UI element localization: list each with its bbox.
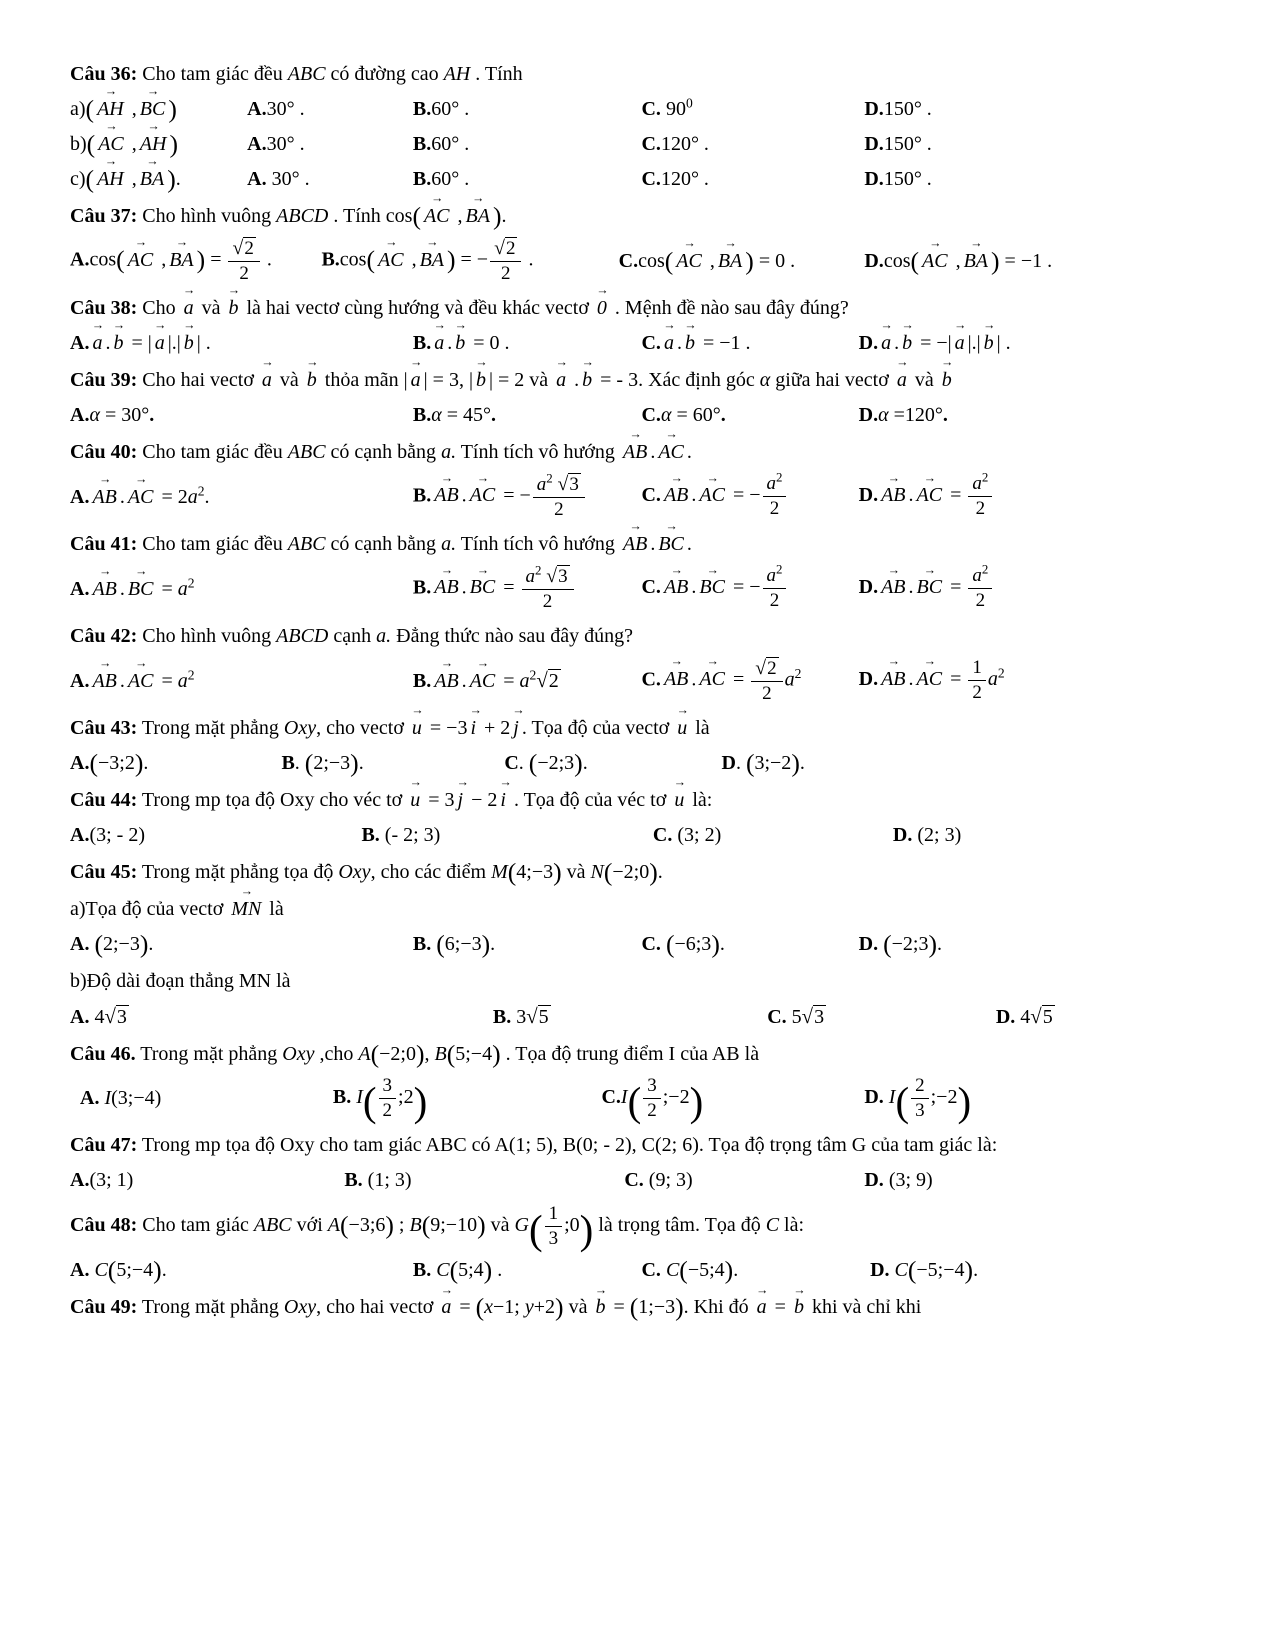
vector-symbol: BC → [916,572,944,602]
vector-symbol: b → [594,1292,606,1322]
answer-option: B. AB → . BC → = $\frac{a^2 √3}{2}$ [413,564,642,614]
answer-option: D. 4√5 [995,1004,1053,1028]
sqrt-radical: √5 [1030,1004,1053,1028]
left-paren: ( [86,129,96,159]
answer-option: C. AB → . AC → = $\frac{√2}{2}$ $a^2$ [641,656,858,706]
answer-option: A. AB → . AC → = $2a^2$. [70,482,413,512]
right-paren: ) [447,244,456,274]
answer-option: B. C(5;4) . [412,1255,503,1285]
vector-symbol: a → [154,328,166,358]
left-paren: ( [94,928,103,958]
vector-symbol: a → [756,1292,768,1322]
answer-option: A. AB → . BC → = $a^2$ [70,574,413,604]
answer-option: A. C(5;−4). [70,1255,167,1285]
answer-option: C. $90^0$ [641,95,693,120]
vector-symbol: AC → [921,246,949,276]
vector-symbol: u → [676,713,688,743]
vector-symbol: a → [183,293,195,323]
answer-option: C.120° . [641,133,709,155]
vector-symbol: AC → [469,480,497,510]
answer-option: C.I( $\frac{3}{2}$ ;−2) [601,1074,704,1125]
vector-symbol: AC → [916,480,944,510]
vector-symbol: AC → [127,666,155,696]
vector-symbol: AB → [91,574,117,604]
vector-symbol: AC → [97,129,125,159]
sqrt-radical: √5 [526,1004,549,1028]
options-row [70,748,1213,778]
vector-symbol: MN → [230,894,262,924]
answer-option: c)( AH → , BA → ). [70,164,247,194]
left-paren: ( [910,246,920,276]
left-paren: ( [89,747,98,777]
options-row [70,1001,1213,1032]
right-paren: ) [492,1038,501,1068]
vector-symbol: u → [673,785,685,815]
right-paren: ) [481,928,491,958]
right-paren: ) [574,747,583,777]
question-text: Câu 46. Trong mặt phẳng Oxy ,cho A(−2;0), B(5;−4) . Tọa độ trung điểm I của AB là [70,1038,760,1068]
left-paren: ( [629,1292,639,1322]
question-text: Câu 40: Cho tam giác đều ABC có cạnh bằng a. Tính tích vô hướng AB → . AC → . [70,437,1213,467]
answer-option: D. (−2;3). [858,928,942,958]
question-text: Câu 39: Cho hai vectơ a → và b → thỏa mãn | a → | = 3, | b → | = 2 và a → . b → = - 3. Xác định góc α giữa hai vectơ a → và b → [70,365,1213,395]
answer-option: B.cos( AC → , BA → ) = − $\frac{√2}{2}$ . [321,236,618,286]
answer-option: B. (6;−3). [412,928,496,958]
left-paren: ( [603,856,613,886]
answer-option: B. (1; 3) [344,1168,412,1191]
left-paren: ( [507,856,517,886]
answer-option: C. (−2;3). [504,747,588,777]
vector-symbol: AC → [423,201,451,231]
right-paren: ) [991,246,1000,276]
fraction: $\frac{a^2}{2}$ [763,566,787,611]
answer-option: C. (3; 2) [652,823,722,846]
big-left-paren: ( [362,1078,377,1125]
answer-option: C. C(−5;4). [641,1255,739,1285]
question-text: Câu 47: Trong mp tọa độ Oxy cho tam giác ABC có A(1; 5), B(0; - 2), C(2; 6). Tọa độ trọng tâm G của tam giác là: [70,1133,998,1156]
right-paren: ) [167,164,176,194]
right-paren: ) [711,928,720,958]
left-paren: ( [366,244,375,274]
big-right-paren: ) [689,1078,704,1125]
big-left-paren: ( [528,1205,543,1252]
answer-option: A.(−3;2). [70,747,149,777]
big-right-paren: ) [413,1078,428,1125]
answer-option: D.150° . [864,98,932,120]
question-text: Câu 48: Cho tam giác ABC với A(−3;6) ; B(9;−10) và G( $\frac{1}{3}$ ;0) là trọng tâm. Tọa độ C là: [70,1202,805,1252]
answer-option: D. AB → . BC → = $\frac{a^2}{2}$ [859,564,1213,613]
answer-option: D. AB → . AC → = $\frac{1}{2}$ $a^2$ [859,656,1213,705]
vector-symbol: AB → [663,664,689,694]
vector-symbol: AB → [433,572,459,602]
options-row [70,472,1213,522]
right-paren: ) [196,244,206,274]
vector-symbol: a → [440,1292,452,1322]
vector-symbol: BA → [465,201,491,231]
vector-symbol: AH → [96,164,125,194]
vector-symbol: a → [880,328,892,358]
vector-symbol: AB → [622,529,648,559]
sqrt-radical: √3 [546,564,568,587]
vector-symbol: a → [663,328,675,358]
answer-option: A.(3; - 2) [70,823,145,846]
left-paren: ( [340,1209,349,1239]
sqrt-radical: √2 [232,237,254,259]
answer-option: B. (- 2; 3) [361,823,441,846]
vector-symbol: AC → [675,246,703,276]
vector-symbol: a → [410,365,422,395]
answer-option: C. (9; 3) [624,1168,693,1191]
right-paren: ) [134,747,144,777]
left-paren: ( [412,201,421,231]
options-row [70,1074,1213,1123]
left-paren: ( [745,747,755,777]
sqrt-radical: √3 [104,1004,127,1028]
vector-symbol: a → [954,328,966,358]
fraction: $\frac{3}{2}$ [643,1076,661,1121]
left-paren: ( [907,1255,917,1285]
fraction: $\frac{1}{3}$ [545,1204,563,1249]
answer-option: B. AB → . AC → = − $\frac{a^2 √3}{2}$ [413,472,642,522]
vector-symbol: AB → [433,480,459,510]
question-text: Câu 42: Cho hình vuông ABCD cạnh a. Đẳng thức nào sau đây đúng? [70,624,634,647]
fraction: $\frac{√2}{2}$ [490,238,521,284]
answer-option: A. 30° . [247,168,310,190]
right-paren: ) [555,1292,564,1322]
vector-symbol: j → [512,713,520,743]
sqrt-radical: √2 [536,668,559,692]
left-paren: ( [370,1038,380,1068]
question-text: Câu 41: Cho tam giác đều ABC có cạnh bằng a. Tính tích vô hướng AB → . BC → . [70,529,1213,559]
right-paren: ) [553,856,562,886]
fraction: $\frac{a^2 √3}{2}$ [533,474,585,520]
left-paren: ( [436,928,445,958]
vector-symbol: AB → [880,664,906,694]
answer-option: A.(3; 1) [70,1168,134,1191]
answer-option: D. AB → . AC → = $\frac{a^2}{2}$ [859,472,1213,521]
right-paren: ) [745,246,754,276]
vector-symbol: b → [112,328,124,358]
answer-option: B. I( $\frac{3}{2}$ ;2) [332,1074,428,1125]
right-paren: ) [675,1292,684,1322]
sqrt-radical: √2 [494,237,516,259]
answer-option: B. AB → . AC → = $a^2√2$ [413,665,642,696]
right-paren: ) [724,1255,734,1285]
vector-symbol: u → [411,713,423,743]
vector-symbol: BA → [963,246,989,276]
sqrt-radical: √2 [755,656,777,679]
left-paren: ( [446,1038,456,1068]
vector-symbol: u → [409,785,421,815]
big-left-paren: ( [895,1078,910,1125]
answer-option: C. 5√3 [767,1004,825,1028]
answer-option: A. AB → . AC → = $a^2$ [70,666,413,696]
vector-symbol: b → [475,365,487,395]
vector-symbol: AB → [622,437,648,467]
options-row [70,328,1213,358]
right-paren: ) [483,1255,493,1285]
vector-symbol: BA → [168,245,194,275]
answer-option: D. (3;−2). [721,747,805,777]
answer-option: B.α = 45°. [412,403,497,426]
vector-symbol: AB → [91,482,117,512]
vector-symbol: i → [469,713,477,743]
left-paren: ( [116,244,125,274]
left-paren: ( [304,747,314,777]
left-paren: ( [528,747,538,777]
vector-symbol: a → [555,365,567,395]
vector-symbol: BA → [717,246,743,276]
answer-option: D.150° . [864,133,932,155]
right-paren: ) [649,856,658,886]
options-row [70,1255,1213,1285]
vector-symbol: AC → [657,437,685,467]
answer-option: A. I(3;−4) [80,1087,162,1110]
answer-option: D.α =120°. [858,403,948,426]
vector-symbol: BC → [469,572,497,602]
question-text: Câu 43: Trong mặt phẳng Oxy, cho vectơ u → = −3 i → + 2 j → . Tọa độ của vectơ u → là [70,713,1213,743]
left-paren: ( [665,928,675,958]
options-row [70,656,1213,706]
vector-symbol: AB → [433,666,459,696]
sqrt-radical: √3 [557,472,579,495]
vector-symbol: j → [457,785,465,815]
fraction: $\frac{a^2 √3}{2}$ [522,566,574,612]
fraction: $\frac{a^2}{2}$ [968,474,992,519]
right-paren: ) [928,928,937,958]
answer-option: B. a → . b → = 0 . [413,328,642,358]
vector-symbol: BA → [139,164,165,194]
question-text: Câu 36: Cho tam giác đều ABC có đường cao AH . Tính [70,63,523,85]
vector-symbol: b → [793,1292,805,1322]
answer-option: D. C(−5;−4). [870,1255,979,1285]
vector-symbol: BC → [657,529,685,559]
right-paren: ) [791,747,800,777]
right-paren: ) [350,747,359,777]
question-text: Câu 37: Cho hình vuông ABCD . Tính cos( AC → , BA → ). [70,201,1213,231]
left-paren: ( [475,1292,485,1322]
vector-symbol: b → [227,293,239,323]
vector-symbol: b → [306,365,318,395]
right-paren: ) [153,1255,162,1285]
answer-option: B.60° . [412,98,470,120]
sqrt-radical: √3 [801,1004,825,1028]
question-text: Câu 49: Trong mặt phẳng Oxy, cho hai vectơ a → = (x−1; y+2) và b → = (1;−3). Khi đó a → = b → khi và chỉ khi [70,1292,1213,1322]
vector-symbol: i → [499,785,507,815]
left-paren: ( [85,94,95,124]
options-row [70,1165,1213,1195]
vector-symbol: a → [896,365,908,395]
answer-option: D. (2; 3) [892,823,962,846]
right-paren: ) [385,1209,394,1239]
answer-option: B.60° . [412,133,470,155]
right-paren: ) [168,94,177,124]
fraction: $\frac{a^2}{2}$ [968,566,992,611]
vector-symbol: b → [454,328,466,358]
fraction: $\frac{√2}{2}$ [751,658,782,704]
answer-option: B.60° . [412,168,470,190]
answer-option: A.cos( AC → , BA → ) = $\frac{√2}{2}$ . [70,236,321,286]
big-right-paren: ) [957,1078,972,1125]
right-paren: ) [964,1255,974,1285]
vector-symbol: b → [901,328,913,358]
answer-option: D. I( $\frac{2}{3}$ ;−2) [864,1074,972,1125]
vector-symbol: b → [581,365,593,395]
answer-option: b)( AC → , AH → ) [70,129,247,159]
vector-symbol: AB → [663,572,689,602]
big-left-paren: ( [627,1078,642,1125]
options-row [70,164,1213,194]
left-paren: ( [883,928,892,958]
right-paren: ) [492,201,502,231]
options-row [70,94,1213,124]
left-paren: ( [664,246,674,276]
answer-option: B. (2;−3). [281,747,364,777]
answer-option: D. a → . b → = −| a → |.| b → | . [859,328,1213,358]
answer-option: C.cos( AC → , BA → ) = 0 . [619,246,865,276]
answer-option: A. 4√3 [70,1004,127,1028]
vector-symbol: 0 → [596,293,608,323]
vector-symbol: AB → [663,480,689,510]
right-paren: ) [415,1038,425,1068]
vector-symbol: AC → [698,480,726,510]
vector-symbol: AB → [880,480,906,510]
right-paren: ) [139,928,149,958]
vector-symbol: AC → [469,666,497,696]
question-text: Câu 45: Trong mặt phẳng tọa độ Oxy, cho các điểm M(4;−3) và N(−2;0). [70,856,663,886]
vector-symbol: BC → [139,94,167,124]
vector-symbol: AC → [127,245,155,275]
answer-option: a)( AH → , BC → ) [70,94,247,124]
fraction: $\frac{√2}{2}$ [228,238,259,284]
answer-option: A.30° . [247,133,305,155]
vector-symbol: AC → [916,664,944,694]
vector-symbol: AB → [880,572,906,602]
answer-option: C.120° . [641,168,709,190]
vector-symbol: AC → [127,482,155,512]
fraction: $\frac{2}{3}$ [911,1076,929,1121]
answer-option: C.α = 60°. [641,403,726,426]
big-right-paren: ) [579,1205,594,1252]
vector-symbol: a → [433,328,445,358]
question-text: a)Tọa độ của vectơ MN → là [70,894,1213,924]
vector-symbol: b → [183,328,195,358]
fraction: $\frac{3}{2}$ [379,1076,397,1121]
vector-symbol: AB → [91,666,117,696]
vector-symbol: AC → [377,245,405,275]
vector-symbol: AH → [139,129,168,159]
answer-option: D.150° . [864,168,932,190]
left-paren: ( [107,1255,117,1285]
left-paren: ( [449,1255,459,1285]
right-paren: ) [477,1209,486,1239]
question-text: Câu 44: Trong mp tọa độ Oxy cho véc tơ u → = 3 j → − 2 i → . Tọa độ của véc tơ u → là: [70,785,1213,815]
options-row [70,236,1213,286]
answer-option: B. 3√5 [492,1004,549,1028]
answer-option: C. (−6;3). [641,928,725,958]
vector-symbol: a → [91,328,103,358]
vector-symbol: a → [261,365,273,395]
answer-option: C. a → . b → = −1 . [641,328,858,358]
options-row [70,129,1213,159]
vector-symbol: b → [684,328,696,358]
question-text: b)Độ dài đoạn thẳng MN là [70,969,291,992]
options-row [70,820,1213,850]
left-paren: ( [85,164,95,194]
answer-option: A. a → . b → = | a → |.| b → | . [70,328,413,358]
vector-symbol: BC → [127,574,155,604]
right-paren: ) [169,129,178,159]
vector-symbol: BA → [419,245,445,275]
answer-option: C. AB → . BC → = − $\frac{a^2}{2}$ [641,564,858,613]
vector-symbol: b → [941,365,953,395]
vector-symbol: AH → [96,94,125,124]
answer-option: D. (3; 9) [864,1168,933,1191]
options-row [70,561,1213,614]
fraction: $\frac{a^2}{2}$ [763,474,787,519]
answer-option: A.30° . [247,98,305,120]
left-paren: ( [421,1209,431,1239]
fraction: $\frac{1}{2}$ [968,658,986,703]
answer-option: A. (2;−3). [70,928,154,958]
answer-option: D.cos( AC → , BA → ) = −1 . [864,246,1213,276]
question-text: Câu 38: Cho a → và b → là hai vectơ cùng hướng và đều khác vectơ 0 → . Mệnh đề nào sau đây đúng? [70,293,1213,323]
vector-symbol: b → [983,328,995,358]
left-paren: ( [679,1255,688,1285]
options-row [70,929,1213,959]
vector-symbol: BC → [698,572,726,602]
answer-option: C. AB → . AC → = − $\frac{a^2}{2}$ [641,472,858,521]
answer-option: A.α = 30°. [70,403,155,426]
vector-symbol: AC → [698,664,726,694]
